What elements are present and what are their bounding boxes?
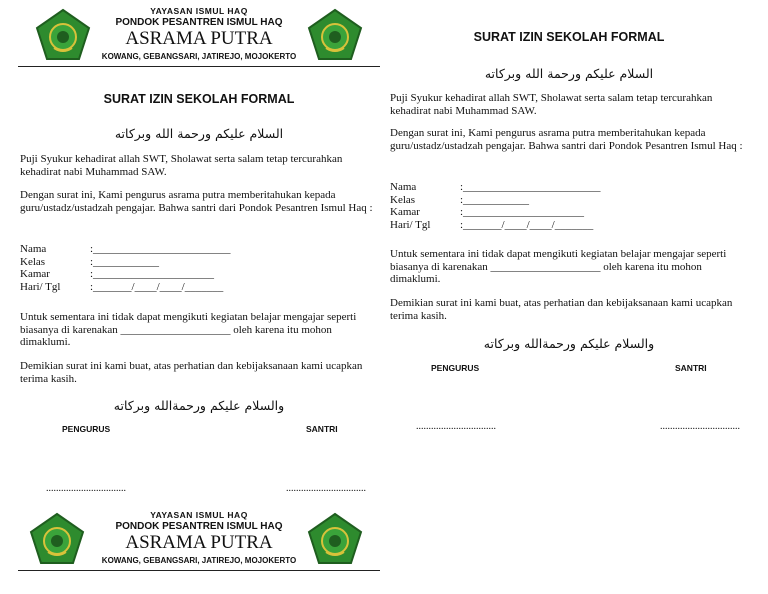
- foundation-name: YAYASAN ISMUL HAQ: [150, 510, 248, 520]
- salam-opening: السلام عليكم ورحمة الله وبركاته: [484, 66, 654, 81]
- field-nama: Nama :_________________________: [20, 243, 231, 255]
- letterhead-top: [18, 6, 380, 68]
- header-rule: [18, 66, 380, 67]
- pengurus-signature-line: ................................: [416, 421, 496, 432]
- paragraph-3: Untuk sementara ini tidak dapat mengikuti kegiatan belajar mengajar seperti biasanya di karenakan ____________________ oleh karena itu mohon dimaklumi.: [20, 311, 357, 348]
- header-rule: [18, 570, 380, 571]
- santri-label: SANTRI: [306, 424, 338, 434]
- letter-title: SURAT IZIN SEKOLAH FORMAL: [103, 92, 295, 106]
- paragraph-2: Dengan surat ini, Kami pengurus asrama putra memberitahukan kepada guru/ustadz/ustadzah pengajar. Bahwa santri dari Pondok Pesantren Ismul Haq :: [20, 189, 373, 214]
- paragraph-3: Untuk sementara ini tidak dapat mengikuti kegiatan belajar mengajar seperti biasanya di karenakan ____________________ oleh karena itu mohon dimaklumi.: [390, 248, 727, 285]
- student-fields: [20, 243, 360, 293]
- field-kamar: Kamar :______________________: [20, 268, 215, 280]
- santri-signature-line: ................................: [286, 483, 366, 494]
- field-kamar: Kamar :______________________: [390, 206, 585, 218]
- salam-closing: والسلام عليكم ورحمةالله وبركاته: [113, 398, 285, 413]
- foundation-name: YAYASAN ISMUL HAQ: [150, 6, 248, 16]
- school-name: PONDOK PESANTREN ISMUL HAQ: [115, 521, 283, 532]
- field-kelas: Kelas :____________: [20, 255, 160, 268]
- paragraph-4: Demikian surat ini kami buat, atas perhatian dan kebijaksanaan kami ucapkan terima kasih.: [20, 360, 363, 385]
- field-hari-tgl: Hari/ Tgl :_______/____/____/_______: [20, 280, 224, 293]
- pengurus-signature-line: ................................: [46, 483, 126, 494]
- letterhead-bottom: [18, 510, 380, 572]
- santri-signature-line: ................................: [660, 421, 740, 432]
- student-fields: [390, 181, 730, 231]
- field-hari-tgl: Hari/ Tgl :_______/____/____/_______: [390, 218, 594, 231]
- field-nama: Nama :_________________________: [390, 181, 601, 193]
- letter-title: SURAT IZIN SEKOLAH FORMAL: [473, 30, 665, 44]
- address: KOWANG, GEBANGSARI, JATIREJO, MOJOKERTO: [101, 52, 297, 61]
- field-kelas: Kelas :____________: [390, 193, 530, 206]
- address: KOWANG, GEBANGSARI, JATIREJO, MOJOKERTO: [101, 556, 297, 565]
- dorm-name: ASRAMA PUTRA: [125, 28, 273, 49]
- paragraph-1: Puji Syukur kehadirat allah SWT, Sholawat serta salam tetap tercurahkan kehadirat nabi Muhammad SAW.: [20, 153, 343, 178]
- paragraph-2: Dengan surat ini, Kami pengurus asrama putra memberitahukan kepada guru/ustadz/ustadzah pengajar. Bahwa santri dari Pondok Pesantren Ismul Haq :: [390, 127, 743, 152]
- school-name: PONDOK PESANTREN ISMUL HAQ: [115, 17, 283, 28]
- dorm-name: ASRAMA PUTRA: [125, 532, 273, 553]
- pengurus-label: PENGURUS: [431, 363, 480, 373]
- paragraph-1: Puji Syukur kehadirat allah SWT, Sholawat serta salam tetap tercurahkan kehadirat nabi Muhammad SAW.: [390, 92, 713, 117]
- salam-opening: السلام عليكم ورحمة الله وبركاته: [114, 126, 284, 141]
- salam-closing: والسلام عليكم ورحمةالله وبركاته: [483, 336, 655, 351]
- pengurus-label: PENGURUS: [62, 424, 111, 434]
- santri-label: SANTRI: [675, 363, 707, 373]
- paragraph-4: Demikian surat ini kami buat, atas perhatian dan kebijaksanaan kami ucapkan terima kasih.: [390, 297, 733, 322]
